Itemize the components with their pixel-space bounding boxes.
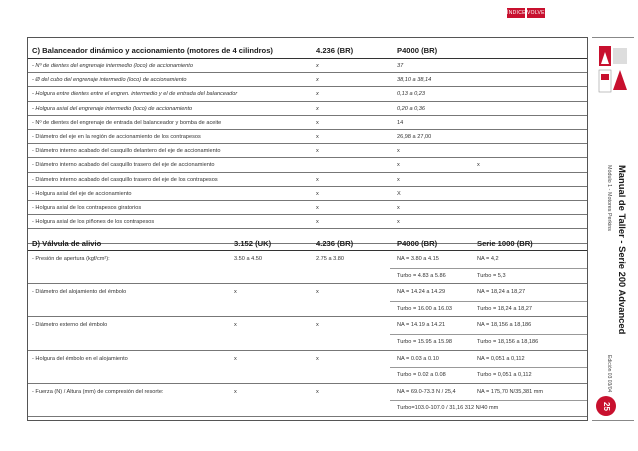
value-4236: x (316, 219, 319, 226)
section-c-row (28, 87, 587, 101)
value-p4000: X (397, 190, 401, 197)
value-4236: x (316, 134, 319, 140)
value-serie1000-na: NA = 18,156 a 18,186 (477, 322, 532, 329)
value-4236: x (316, 205, 319, 211)
side-bottom-rule (592, 420, 634, 421)
row-label: - Presión de apertura (kgf/cm²): (32, 256, 110, 262)
value-serie1000-turbo: Turbo = 5,3 (477, 272, 506, 279)
value-4236: x (316, 355, 319, 362)
section-c-title: C) Balanceador dinámico y accionamiento (motores de 4 cilindros) (32, 46, 273, 55)
value-4236: x (316, 176, 319, 183)
row-label: - Diámetro interno acabado del casquillo trasero del eje de los contrapesos (32, 176, 218, 183)
value-4236: x (316, 322, 319, 329)
section-c-row (28, 130, 587, 144)
value-3152: x (234, 388, 237, 395)
value-4236: 2.75 a 3.80 (316, 256, 344, 262)
row-label: - Diámetro del eje en la región de accionamiento de los contrapesos (32, 134, 201, 140)
section-d-row (28, 284, 587, 317)
value-p4000-turbo: Turbo=103.0-107.0 / 31,16 312 N/40 mm (397, 405, 499, 412)
value-p4000-na: NA = 14.24 a 14.29 (397, 289, 446, 296)
value-p4000: x (397, 219, 400, 226)
value-serie1000-na: NA = 4,2 (477, 256, 499, 262)
back-button[interactable]: VOLVER (527, 10, 549, 16)
index-button[interactable]: ÍNDICE (507, 10, 526, 16)
value-extra: x (477, 162, 480, 169)
row-inner-rule (390, 268, 587, 269)
page-number-badge (596, 396, 616, 416)
value-3152: x (234, 289, 237, 296)
value-4236: x (316, 105, 319, 112)
value-p4000: x (397, 176, 400, 183)
row-label: - Diámetro del alojamiento del émbolo (32, 289, 127, 296)
section-c-row (28, 116, 587, 130)
row-inner-rule (390, 334, 587, 335)
value-p4000-turbo: Turbo = 16.00 a 16.03 (397, 305, 452, 312)
value-p4000: x (397, 148, 400, 155)
row-label: - Holgura axial de los contrapesos giratorios (32, 205, 142, 211)
section-c-row (28, 158, 587, 172)
row-label: - Ø del cubo del engrenaje intermedio (loco) de accionamiento (32, 77, 187, 84)
brand-logo (597, 44, 629, 96)
section-d-title: D) Válvula de alivio (32, 239, 102, 248)
section-c-row (28, 215, 587, 229)
value-4236: x (316, 289, 319, 296)
section-d-col-4236: 4.236 (BR) (316, 239, 354, 248)
value-p4000: 37 (397, 63, 404, 69)
value-p4000: 0,13 a 0,23 (397, 91, 425, 98)
section-c-row (28, 201, 587, 215)
section-d-col-serie1000: Serie 1000 (BR) (477, 239, 533, 248)
value-serie1000-na: NA = 0,051 a 0,112 (477, 355, 525, 362)
value-4236: x (316, 388, 319, 395)
section-c-row (28, 59, 587, 73)
value-p4000-na: NA = 0.03 a 0.10 (397, 355, 439, 362)
value-serie1000-turbo: Turbo = 18,24 a 18,27 (477, 305, 532, 312)
section-c-row (28, 187, 587, 201)
value-p4000: 38,10 a 38,14 (397, 77, 432, 84)
value-3152: x (234, 355, 237, 362)
value-serie1000-na: NA = 18,24 a 18,27 (477, 289, 526, 296)
section-d-row (28, 317, 587, 350)
section-c-row (28, 144, 587, 158)
section-d-col-p4000: P4000 (BR) (397, 239, 438, 248)
section-d-col-3152: 3.152 (UK) (234, 239, 272, 248)
row-label: - Holgura entre dientes entre el engren. intermedio y el de entrada del balanceador (32, 91, 238, 98)
value-p4000: 14 (397, 119, 404, 126)
value-p4000-turbo: Turbo = 15.95 a 15.98 (397, 338, 452, 345)
manual-title: Manual de Taller - Serie 200 Advanced (617, 165, 628, 335)
section-c-col-4236: 4.236 (BR) (316, 46, 354, 55)
value-p4000-na: NA = 69.0-73.3 N / 25,4 (397, 388, 456, 395)
value-p4000-na: NA = 3.80 a 4.15 (397, 256, 439, 262)
value-4236: x (316, 190, 319, 197)
section-c-row (28, 73, 587, 87)
row-inner-rule (390, 367, 587, 368)
side-top-rule (592, 37, 634, 38)
value-p4000-turbo: Turbo = 4.83 a 5.86 (397, 272, 446, 279)
row-label: - Holgura del émbolo en el alojamiento (32, 355, 128, 362)
value-p4000: x (397, 162, 400, 169)
value-4236: x (316, 148, 319, 155)
page-number: 25 (601, 401, 611, 411)
section-c-col-p4000: P4000 (BR) (397, 46, 438, 55)
value-serie1000-turbo: Turbo = 0,051 a 0,112 (477, 372, 532, 379)
value-serie1000-na: NA = 175,70 N/35,381 mm (477, 388, 544, 395)
value-3152: 3.50 a 4.50 (234, 256, 262, 262)
manual-subtitle: Módulo 1 - Motores Perkins (606, 165, 612, 231)
edition-label: Edición 03 03/04 (606, 355, 612, 393)
value-p4000: 0,20 a 0,36 (397, 105, 425, 112)
value-4236: x (316, 119, 319, 126)
row-label: - Fuerza (N) / Altura (mm) de compresión del resorte: (32, 388, 164, 395)
row-label: - Nº de dientes del engrenaje de entrada del balanceador y bomba de aceite (32, 119, 222, 126)
row-inner-rule (390, 301, 587, 302)
row-inner-rule (390, 400, 587, 401)
section-d-row (28, 251, 587, 284)
value-serie1000-turbo: Turbo = 18,156 a 18,186 (477, 338, 539, 345)
value-p4000-na: NA = 14.19 a 14.21 (397, 322, 446, 329)
row-label: - Diámetro interno acabado del casquillo delantero del eje de accionamiento (32, 148, 221, 155)
section-d-row (28, 351, 587, 384)
row-label: - Holgura axial del eje de accionamiento (32, 190, 132, 197)
value-4236: x (316, 77, 319, 84)
value-4236: x (316, 91, 319, 98)
value-p4000: 26,98 a 27,00 (397, 134, 432, 140)
section-d-row (28, 384, 587, 417)
value-4236: x (316, 63, 319, 69)
section-c-row (28, 173, 587, 187)
row-label: - Nº de dientes del engrenaje intermedio (loco) de accionamiento (32, 63, 193, 69)
section-c-row (28, 102, 587, 116)
value-3152: x (234, 322, 237, 329)
row-label: - Holgura axial del engrenaje intermedio (loco) de accionamiento (32, 105, 193, 112)
row-label: - Diámetro externo del émbolo (32, 322, 108, 329)
value-p4000-turbo: Turbo = 0.02 a 0.08 (397, 372, 446, 379)
spec-table-frame (27, 37, 588, 421)
row-label: - Holgura axial de los piñones de los contrapesos (32, 219, 155, 226)
value-p4000: x (397, 205, 400, 211)
row-label: - Diámetro interno acabado del casquillo trasero del eje de accionamiento (32, 162, 215, 169)
